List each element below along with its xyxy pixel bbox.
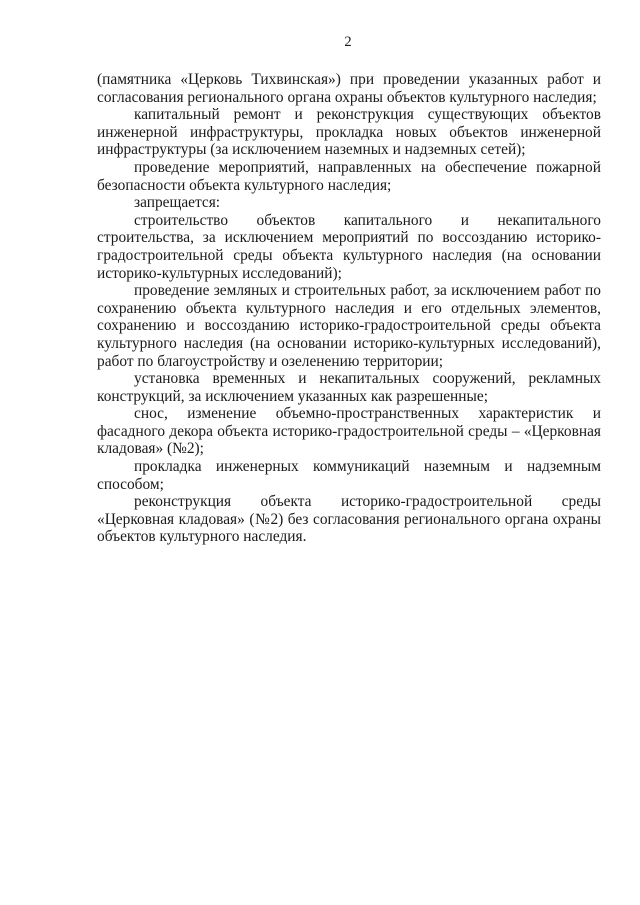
paragraph-earthworks-ban: проведение земляных и строительных работ, за исключением работ по сохранению объекта культурного наследия и его отдельных элементов, сохранению и воссозданию историко-градостроительной среды объекта культурного наследия (на основании историко-культурных исследований), работ по благоустройству и озеленению территории; xyxy=(97,282,601,370)
paragraph-construction-ban: строительство объектов капитального и некапитального строительства, за исключением мероприятий по воссозданию историко-градостроительной среды объекта культурного наследия (на основании историко-культурных исследований); xyxy=(97,211,601,282)
paragraph-temporary-structures-ban: установка временных и некапитальных сооружений, рекламных конструкций, за исключением указанных как разрешенные; xyxy=(97,370,601,405)
document-body xyxy=(97,71,601,546)
paragraph-fire-safety: проведение мероприятий, направленных на обеспечение пожарной безопасности объекта культурного наследия; xyxy=(97,158,601,194)
page-number: 2 xyxy=(344,34,352,50)
paragraph-engineering-repair: капитальный ремонт и реконструкция существующих объектов инженерной инфраструктуры, прокладка новых объектов инженерной инфраструктуры (за исключением наземных и надземных сетей); xyxy=(97,106,601,159)
paragraph-communications-ban: прокладка инженерных коммуникаций наземным и надземным способом; xyxy=(97,458,601,493)
paragraph-monument-continuation: (памятника «Церковь Тихвинская») при проведении указанных работ и согласования регионального органа охраны объектов культурного наследия; xyxy=(97,71,601,106)
paragraph-reconstruction-ban: реконструкция объекта историко-градостроительной среды «Церковная кладовая» (№2) без согласования регионального органа охраны объектов культурного наследия. xyxy=(97,493,601,546)
paragraph-prohibited-heading: запрещается: xyxy=(134,194,221,212)
paragraph-demolition-ban: снос, изменение объемно-пространственных характеристик и фасадного декора объекта историко-градостроительной среды – «Церковная кладовая» (№2); xyxy=(97,405,601,458)
